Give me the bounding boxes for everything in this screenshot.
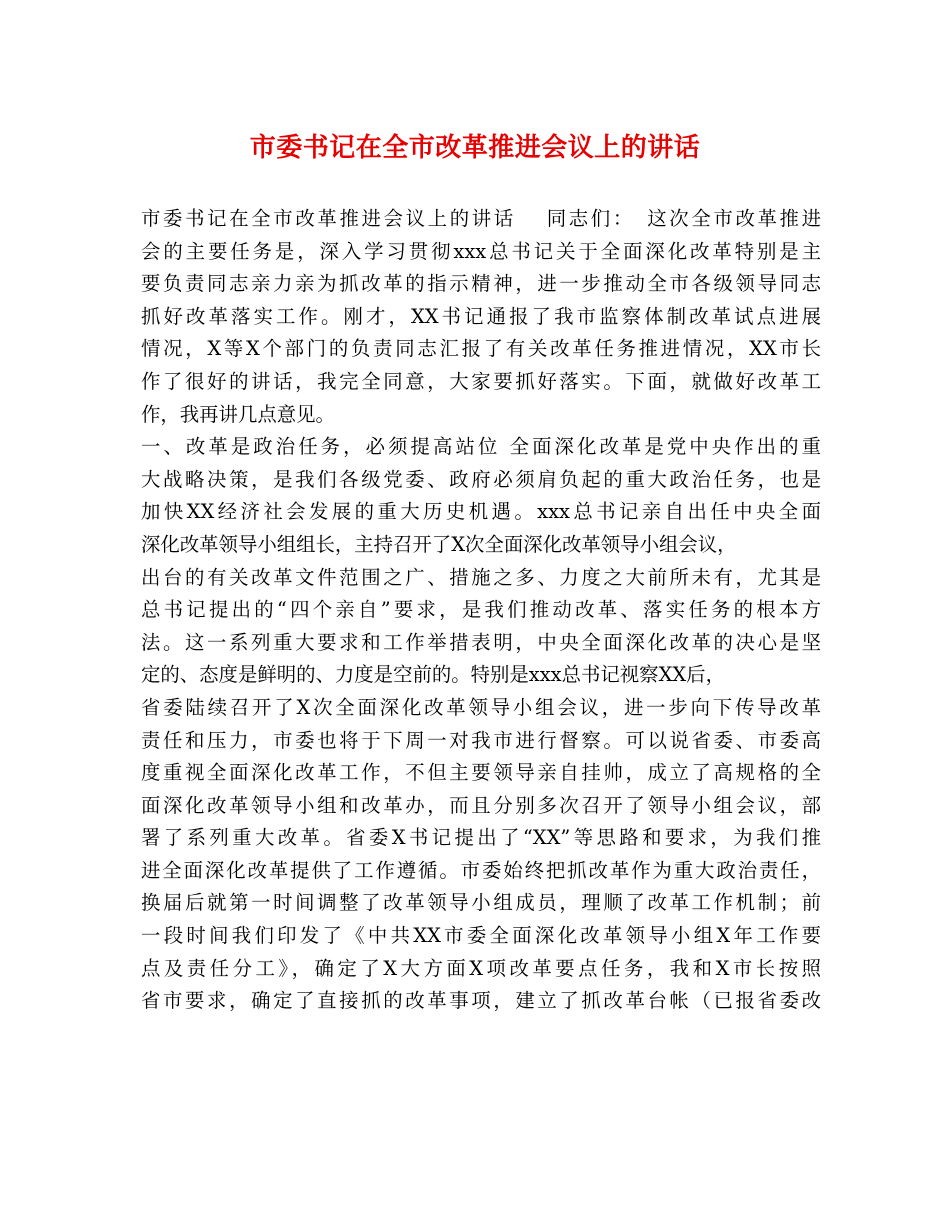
body-line: 法。这一系列重大要求和工作举措表明，中央全面深化改革的决心是坚 bbox=[141, 630, 821, 654]
body-line: 换届后就第一时间调整了改革领导小组成员，理顺了改革工作机制；前 bbox=[141, 891, 821, 915]
body-line: 面深化改革领导小组和改革办，而且分别多次召开了领导小组会议，部 bbox=[141, 793, 821, 817]
body-line: 省委陆续召开了X次全面深化改革领导小组会议，进一步向下传导改革 bbox=[141, 695, 821, 719]
body-line: 出台的有关改革文件范围之广、措施之多、力度之大前所未有，尤其是 bbox=[141, 565, 821, 589]
body-line: 抓好改革落实工作。刚才，XX书记通报了我市监察体制改革试点进展 bbox=[141, 304, 821, 328]
body-line: 总书记提出的“四个亲自”要求，是我们推动改革、落实任务的根本方 bbox=[141, 598, 821, 622]
body-line: 定的、态度是鲜明的、力度是空前的。特别是xxx总书记视察XX后， bbox=[141, 663, 725, 687]
document-title: 市委书记在全市改革推进会议上的讲话 bbox=[249, 133, 701, 163]
body-line: 作，我再讲几点意见。 bbox=[141, 402, 335, 426]
body-line: 责任和压力，市委也将于下周一对我市进行督察。可以说省委、市委高 bbox=[141, 728, 821, 752]
body-line: 加快XX经济社会发展的重大历史机遇。xxx总书记亲自出任中央全面 bbox=[141, 500, 821, 524]
body-line: 点及责任分工》，确定了X大方面X项改革要点任务，我和X市长按照 bbox=[141, 956, 821, 980]
body-line: 一段时间我们印发了《中共XX市委全面深化改革领导小组X年工作要 bbox=[141, 924, 821, 948]
body-line: 要负责同志亲力亲为抓改革的指示精神，进一步推动全市各级领导同志 bbox=[141, 272, 821, 296]
body-line: 深化改革领导小组组长，主持召开了X次全面深化改革领导小组会议， bbox=[141, 532, 737, 556]
document-body bbox=[141, 203, 821, 1018]
body-line: 署了系列重大改革。省委X书记提出了“XX”等思路和要求，为我们推 bbox=[141, 826, 821, 850]
body-line: 市委书记在全市改革推进会议上的讲话 同志们： 这次全市改革推进 bbox=[141, 207, 821, 230]
body-line: 度重视全面深化改革工作，不但主要领导亲自挂帅，成立了高规格的全 bbox=[141, 761, 821, 785]
body-line: 大战略决策，是我们各级党委、政府必须肩负起的重大政治任务，也是 bbox=[141, 467, 821, 491]
body-line: 一、改革是政治任务，必须提高站位 全面深化改革是党中央作出的重 bbox=[141, 435, 821, 459]
body-line: 进全面深化改革提供了工作遵循。市委始终把抓改革作为重大政治责任， bbox=[141, 858, 821, 882]
body-line: 省市要求，确定了直接抓的改革事项，建立了抓改革台帐（已报省委改 bbox=[141, 989, 821, 1013]
body-line: 作了很好的讲话，我完全同意，大家要抓好落实。下面，就做好改革工 bbox=[141, 369, 821, 393]
body-line: 情况，X等X个部门的负责同志汇报了有关改革任务推进情况，XX市长 bbox=[141, 337, 821, 361]
body-line: 会的主要任务是，深入学习贯彻xxx总书记关于全面深化改革特别是主 bbox=[141, 239, 821, 263]
